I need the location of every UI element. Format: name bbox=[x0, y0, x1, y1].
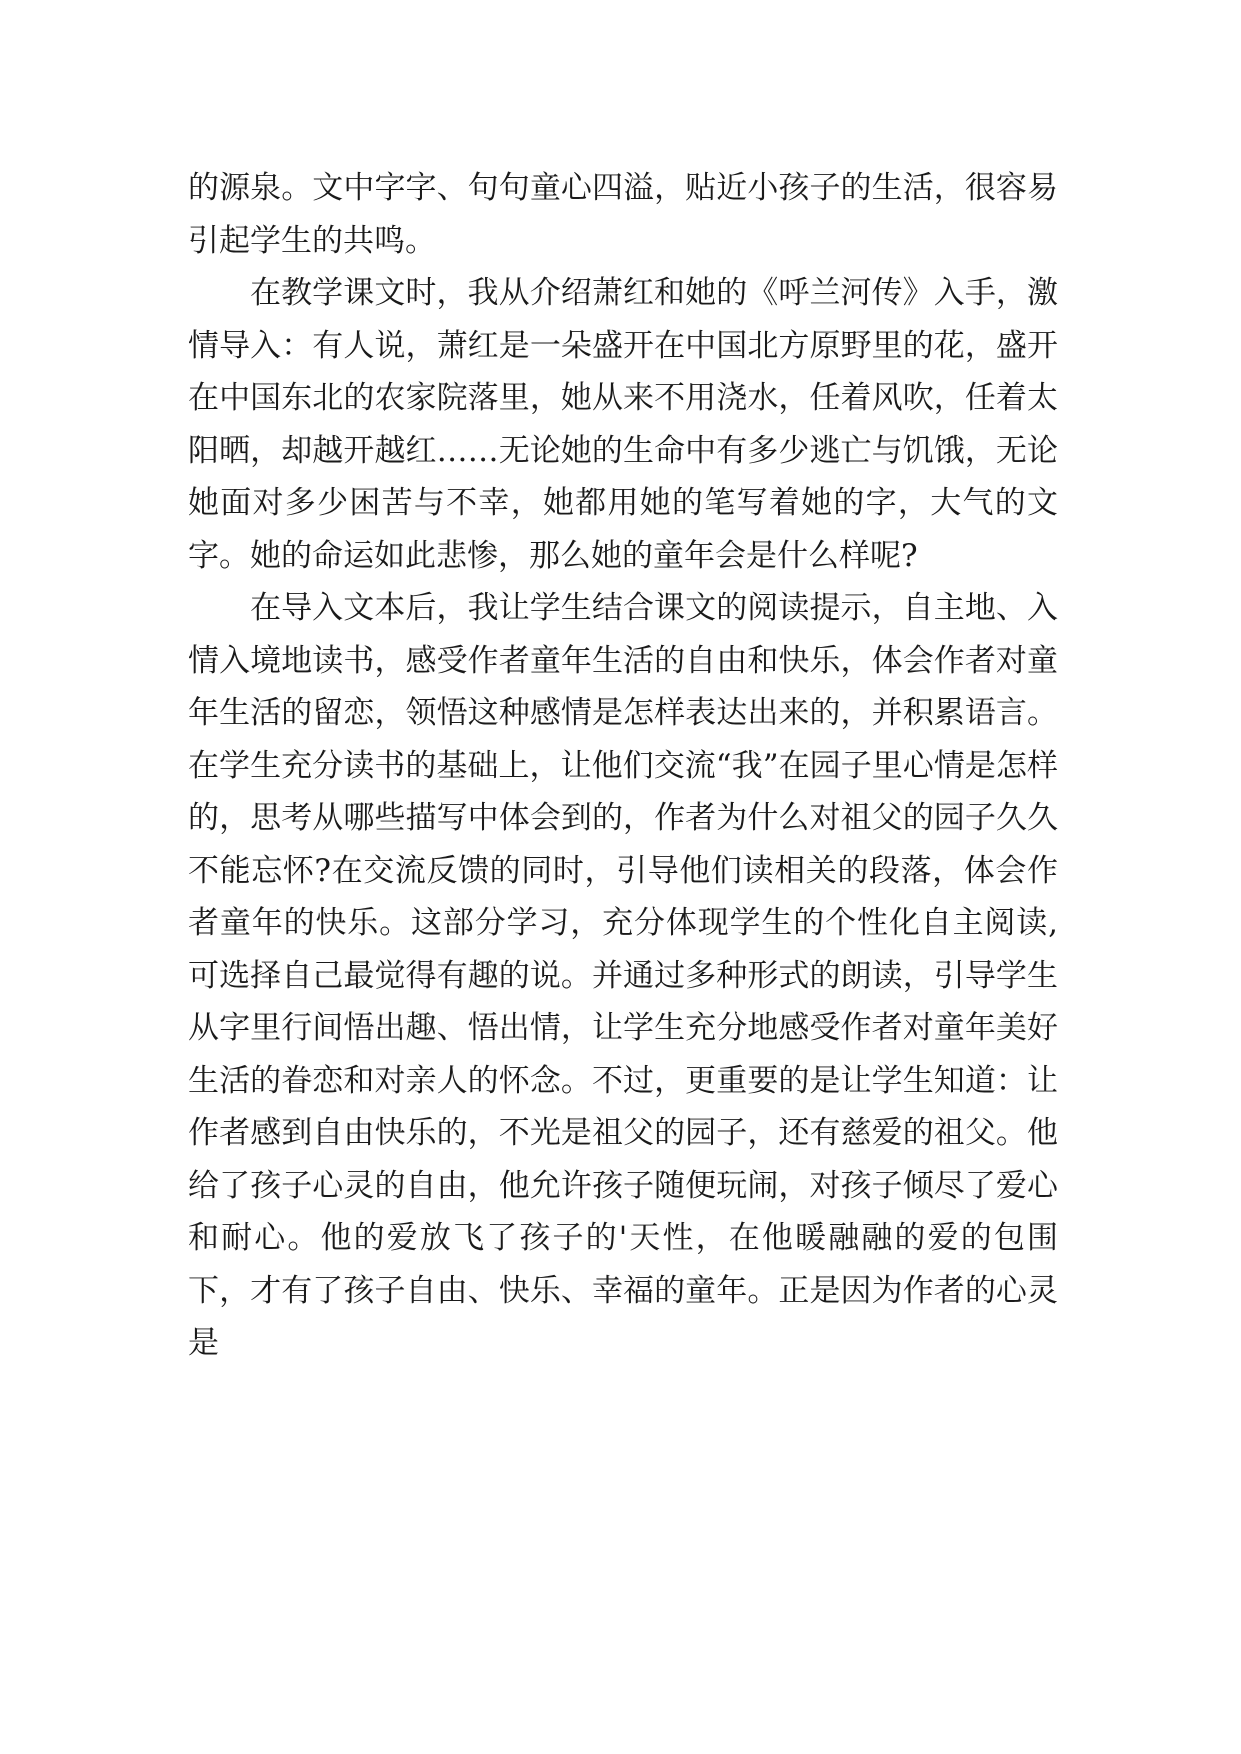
paragraph-1: 的源泉。文中字字、句句童心四溢，贴近小孩子的生活，很容易引起学生的共鸣。 bbox=[188, 170, 1058, 259]
paragraph-3: 在导入文本后，我让学生结合课文的阅读提示，自主地、入情入境地读书，感受作者童年生活的自由和快乐，体会作者对童年生活的留恋，领悟这种感情是怎样表达出来的，并积累语言。在学生充分读书的基础上，让他们交流“我”在园子里心情是怎样的，思考从哪些描写中体会到的，作者为什么对祖父的园子久久不能忘怀?在交流反馈的同时，引导他们读相关的段落，体会作者童年的快乐。这部分学习，充分体现学生的个性化自主阅读,可选择自己最觉得有趣的说。并通过多种形式的朗读，引导学生从字里行间悟出趣、悟出情，让学生充分地感受作者对童年美好生活的眷恋和对亲人的怀念。不过，更重要的是让学生知道：让作者感到自由快乐的，不光是祖父的园子，还有慈爱的祖父。他给了孩子心灵的自由，他允许孩子随便玩闹，对孩子倾尽了爱心和耐心。他的爱放飞了孩子的'天性，在他暖融融的爱的包围下，才有了孩子自由、快乐、幸福的童年。正是因为作者的心灵是 bbox=[188, 590, 1058, 1361]
body-text bbox=[188, 162, 1058, 1370]
paragraph-2: 在教学课文时，我从介绍萧红和她的《呼兰河传》入手，激情导入：有人说，萧红是一朵盛开在中国北方原野里的花，盛开在中国东北的农家院落里，她从来不用浇水，任着风吹，任着太阳晒，却越开越红……无论她的生命中有多少逃亡与饥饿，无论她面对多少困苦与不幸，她都用她的笔写着她的字，大气的文字。她的命运如此悲惨，那么她的童年会是什么样呢? bbox=[188, 275, 1058, 574]
